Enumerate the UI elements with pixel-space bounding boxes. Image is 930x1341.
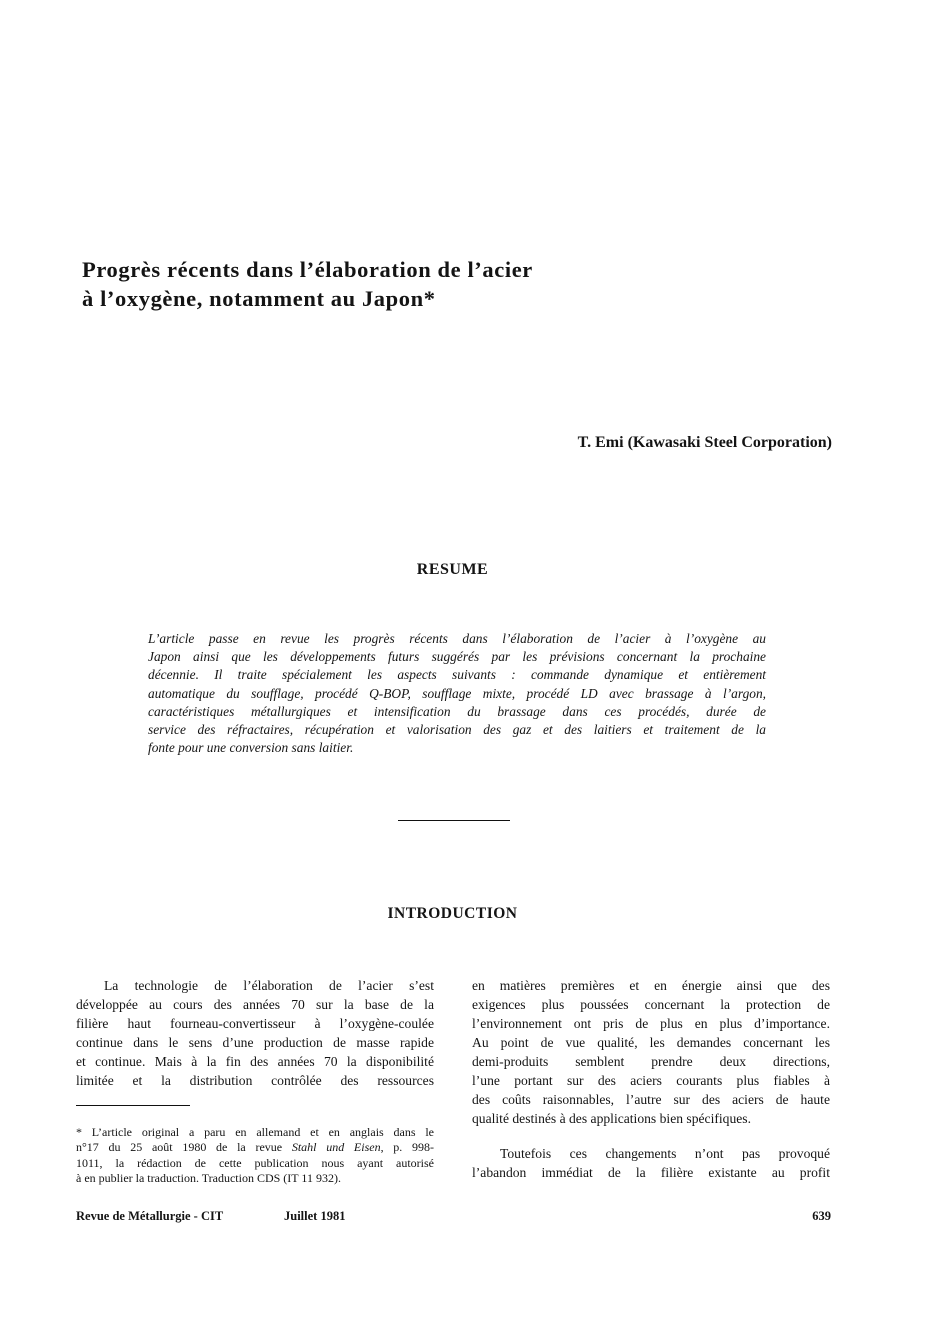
- body-line: continue dans le sens d’une production de masse rapide: [76, 1035, 434, 1050]
- title-line-1: Progrès récents dans l’élaboration de l’acier: [82, 257, 533, 282]
- introduction-heading: INTRODUCTION: [387, 905, 518, 922]
- abstract-line: service des réfractaires, récupération et valorisation des gaz et des laitiers et traitement de la: [148, 722, 766, 738]
- body-line: l’abandon immédiat de la filière existante au profit: [472, 1165, 830, 1180]
- abstract-line: caractéristiques métallurgiques et intensification du brassage dans ces procédés, durée de: [148, 703, 766, 719]
- paragraph-gap: [472, 1128, 830, 1144]
- footnote-line: n°17 du 25 août 1980 de la revue Stahl und Eisen, p. 998-: [76, 1140, 435, 1155]
- abstract-line: automatique du soufflage, procédé Q-BOP, soufflage mixte, procédé LD avec brassage à l’argon,: [148, 685, 766, 701]
- left-column-text: [76, 976, 434, 1090]
- resume-heading: RESUME: [416, 561, 489, 578]
- page-number: 639: [812, 1209, 831, 1223]
- title-line-2: à l’oxygène, notamment au Japon*: [82, 286, 436, 311]
- article-title: [82, 255, 702, 313]
- abstract-line: fonte pour une conversion sans laitier.: [148, 740, 354, 756]
- body-line: exigences plus poussées concernant la protection de: [472, 997, 830, 1012]
- author-affiliation: T. Emi (Kawasaki Steel Corporation): [577, 434, 832, 451]
- body-line: en matières premières et en énergie ainsi que des: [472, 978, 830, 993]
- footnote-line: à en publier la traduction. Traduction CDS (IT 11 932).: [76, 1170, 341, 1185]
- body-line: limitée et la distribution contrôlée des ressources: [76, 1073, 434, 1088]
- right-column-text: [472, 976, 830, 1182]
- body-line: l’une portant sur des aciers courants plus fiables à: [472, 1073, 830, 1088]
- abstract-line: L’article passe en revue les progrès récents dans l’élaboration de l’acier à l’oxygène au: [148, 631, 766, 646]
- journal-name-italic: Stahl und Eisen: [291, 1140, 381, 1155]
- body-line: Au point de vue qualité, les demandes concernant les: [472, 1035, 830, 1050]
- footnote-divider: [76, 1105, 190, 1106]
- body-line: La technologie de l’élaboration de l’acier s’est: [104, 978, 434, 993]
- footer-date: Juillet 1981: [284, 1209, 346, 1223]
- body-line: et continue. Mais à la fin des années 70 la disponibilité: [76, 1054, 434, 1069]
- body-line: qualité destinés à des applications bien spécifiques.: [472, 1111, 751, 1126]
- abstract-text: [148, 630, 766, 757]
- footer-journal: Revue de Métallurgie - CIT: [76, 1209, 224, 1223]
- body-line: l’environnement ont pris de plus en plus d’importance.: [472, 1016, 830, 1031]
- body-line: demi-produits semblent prendre deux directions,: [472, 1054, 830, 1069]
- section-divider: [398, 820, 510, 821]
- footnote-line: 1011, la rédaction de cette publication nous ayant autorisé: [76, 1155, 434, 1170]
- footnote: [76, 1125, 434, 1186]
- body-line: des coûts raisonnables, l’autre sur des aciers de haute: [472, 1092, 830, 1107]
- body-line: développée au cours des années 70 sur la base de la: [76, 997, 434, 1012]
- abstract-line: décennie. Il traite spécialement les aspects suivants : commande dynamique et entièrement: [148, 667, 766, 683]
- body-line: filière haut fourneau-convertisseur à l’oxygène-coulée: [76, 1016, 434, 1031]
- abstract-line: Japon ainsi que les développements futurs suggérés par les prévisions concernant la prochaine: [148, 649, 766, 665]
- body-line: Toutefois ces changements n’ont pas provoqué: [500, 1146, 830, 1161]
- footnote-line: * L’article original a paru en allemand et en anglais dans le: [76, 1125, 434, 1139]
